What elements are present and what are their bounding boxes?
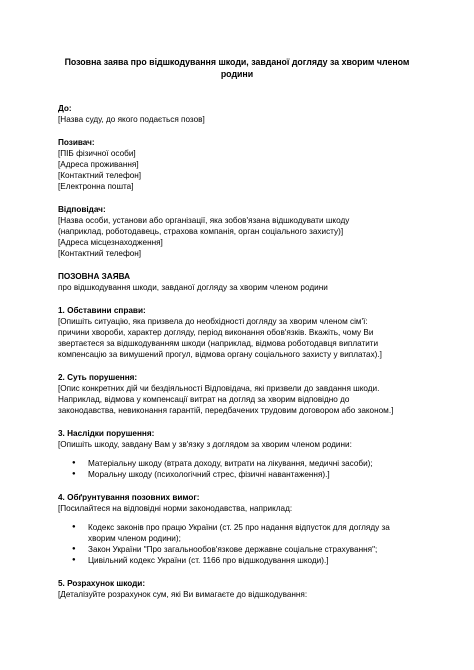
circumstances-line: компенсацію за вимушений прогул, відмова органу соціального захисту у виплатах).] xyxy=(58,350,382,359)
list-item-line: Цивільний кодекс України (ст. 1166 про відшкодування шкоди).] xyxy=(88,556,329,565)
document-title: Позовна заява про відшкодування шкоди, завданої догляду за хворим членом родини xyxy=(64,57,410,79)
legal-basis-list xyxy=(58,522,424,566)
court-name-line: [Назва суду, до якого подається позов] xyxy=(58,115,205,124)
damage-calculation-heading: 5. Розрахунок шкоди: xyxy=(58,579,146,588)
list-item-line: хворим членом родини); xyxy=(88,534,181,543)
defendant-section xyxy=(58,204,424,259)
court-section xyxy=(58,103,424,125)
list-item-line: Кодекс законів про працю України (ст. 25 про надання відпусток для догляду за xyxy=(88,523,390,532)
violation-line: законодавства, невиконання гарантій, передбачених трудовим договором або законом.] xyxy=(58,406,394,415)
plaintiff-section xyxy=(58,137,424,192)
plaintiff-email-line: [Електронна пошта] xyxy=(58,182,134,191)
claim-heading: ПОЗОВНА ЗАЯВА xyxy=(58,272,130,281)
consequences-heading: 3. Наслідки порушення: xyxy=(58,429,155,438)
document-body xyxy=(58,103,424,612)
consequences-intro: [Опишіть шкоду, завдану Вам у зв'язку з доглядом за хворим членом родини: xyxy=(58,440,352,449)
violation-heading: 2. Суть порушення: xyxy=(58,373,138,382)
circumstances-section xyxy=(58,305,424,360)
violation-line: Наприклад, відмова у компенсації витрат на догляд за хворим відповідно до xyxy=(58,395,350,404)
plaintiff-phone-line: [Контактний телефон] xyxy=(58,171,142,180)
defendant-phone-line: [Контактний телефон] xyxy=(58,249,142,258)
legal-basis-heading: 4. Обґрунтування позовних вимог: xyxy=(58,493,200,502)
list-item xyxy=(58,522,424,544)
damage-calculation-intro: [Деталізуйте розрахунок сум, які Ви вимагаєте до відшкодування: xyxy=(58,590,308,599)
circumstances-line: причини хвороби, характер догляду, період виконання обов'язків. Вкажіть, чому Ви xyxy=(58,328,374,337)
plaintiff-address-line: [Адреса проживання] xyxy=(58,160,139,169)
plaintiff-heading: Позивач: xyxy=(58,138,95,147)
defendant-example-line: (наприклад, роботодавець, страхова компанія, орган соціального захисту)] xyxy=(58,227,344,236)
plaintiff-name-line: [ПІБ фізичної особи] xyxy=(58,149,136,158)
list-item: ● Моральну шкоду (психологічний стрес, фізичні навантаження).] xyxy=(58,469,424,480)
consequences-section xyxy=(58,428,424,480)
claim-header-section xyxy=(58,271,424,293)
consequences-list xyxy=(58,458,424,480)
violation-line: [Опис конкретних дій чи бездіяльності Відповідача, які призвели до завдання шкоди. xyxy=(58,384,380,393)
circumstances-line: звертаєтеся за відшкодуванням шкоди (наприклад, відмова роботодавця виплатити xyxy=(58,339,379,348)
defendant-address-line: [Адреса місцезнаходження] xyxy=(58,238,163,247)
defendant-heading: Відповідач: xyxy=(58,205,106,214)
circumstances-heading: 1. Обставини справи: xyxy=(58,306,146,315)
circumstances-line: [Опишіть ситуацію, яка призвела до необхідності догляду за хворим членом сім'ї: xyxy=(58,317,368,326)
damage-calculation-section xyxy=(58,578,424,600)
legal-basis-intro: [Посилайтеся на відповідні норми законодавства, наприклад: xyxy=(58,504,293,513)
claim-subtitle: про відшкодування шкоди, завданої догляду за хворим членом родини xyxy=(58,283,328,292)
defendant-name-line: [Назва особи, установи або організації, яка зобов'язана відшкодувати шкоду xyxy=(58,216,350,225)
violation-section xyxy=(58,372,424,416)
list-item-line: Закон України "Про загальнообов'язкове державне соціальне страхування"; xyxy=(88,545,378,554)
court-heading: До: xyxy=(58,104,72,113)
list-item xyxy=(58,544,424,555)
list-item xyxy=(58,555,424,566)
list-item: ● Матеріальну шкоду (втрата доходу, витрати на лікування, медичні засоби); xyxy=(58,458,424,469)
legal-basis-section xyxy=(58,492,424,566)
